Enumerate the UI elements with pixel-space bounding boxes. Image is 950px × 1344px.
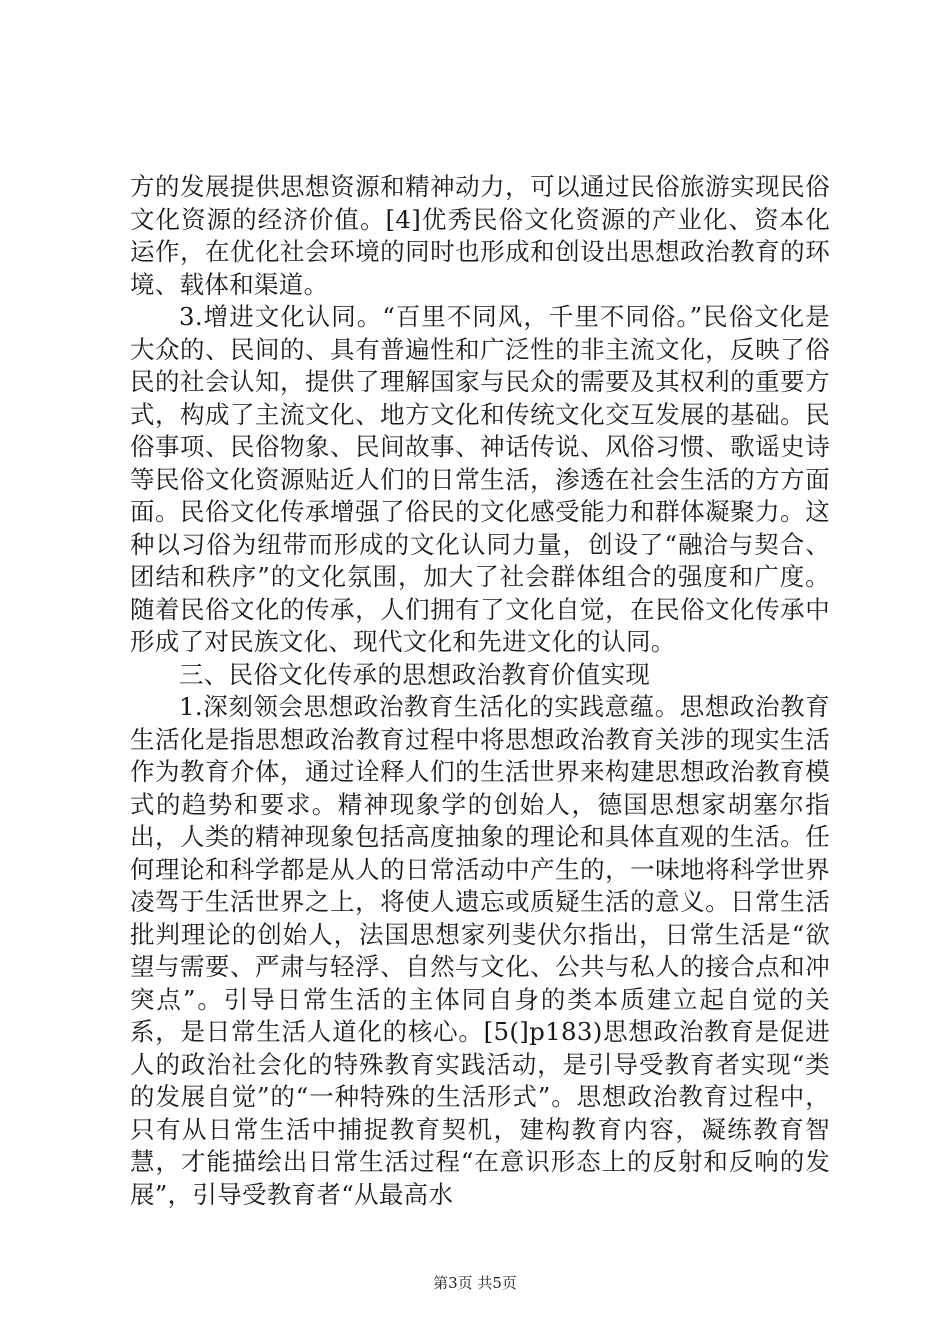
body-text	[130, 171, 830, 1211]
section-heading: 三、民俗文化传承的思想政治教育价值实现	[179, 659, 651, 689]
page-number-footer: 第3页 共5页	[433, 1274, 517, 1292]
paragraph-cultural-identity: 3.增进文化认同。“百里不同风，千里不同俗。”民俗文化是大众的、民间的、具有普遍性和广泛性的非主流文化，反映了俗民的社会认知，提供了理解国家与民众的需要及其权利的重要方式，构成了主流文化、地方文化和传统文化交互发展的基础。民俗事项、民俗物象、民间故事、神话传说、风俗习惯、歌谣史诗等民俗文化资源贴近人们的日常生活，渗透在社会生活的方方面面。民俗文化传承增强了俗民的文化感受能力和群体凝聚力。这种以习俗为纽带而形成的文化认同力量，创设了“融洽与契合、团结和秩序”的文化氛围，加大了社会群体组合的强度和广度。随着民俗文化的传承，人们拥有了文化自觉，在民俗文化传承中形成了对民族文化、现代文化和先进文化的认同。	[130, 302, 831, 656]
paragraph-education-life: 1.深刻领会思想政治教育生活化的实践意蕴。思想政治教育生活化是指思想政治教育过程中将思想政治教育关涉的现实生活作为教育介体，通过诠释人们的生活世界来构建思想政治教育模式的趋势和要求。精神现象学的创始人，德国思想家胡塞尔指出，人类的精神现象包括高度抽象的理论和具体直观的生活。任何理论和科学都是从人的日常活动中产生的，一味地将科学世界凌驾于生活世界之上，将使人遗忘或质疑生活的意义。日常生活批判理论的创始人，法国思想家列斐伏尔指出，日常生活是“欲望与需要、严肃与轻浮、自然与文化、公共与私人的接合点和冲突点”。引导日常生活的主体同自身的类本质建立起自觉的关系，是日常生活人道化的核心。[5(]p183)思想政治教育是促进人的政治社会化的特殊教育实践活动，是引导受教育者实现“类的发展自觉”的“一种特殊的生活形式”。思想政治教育过程中，只有从日常生活中捕捉教育契机，建构教育内容，凝练教育智慧，才能描绘出日常生活过程“在意识形态上的反射和反响的发展”，引导受教育者“从最高水	[130, 692, 831, 1209]
paragraph-continuation: 方的发展提供思想资源和精神动力，可以通过民俗旅游实现民俗文化资源的经济价值。[4]优秀民俗文化资源的产业化、资本化运作，在优化社会环境的同时也形成和创设出思想政治教育的环境、载体和渠道。	[130, 172, 830, 299]
